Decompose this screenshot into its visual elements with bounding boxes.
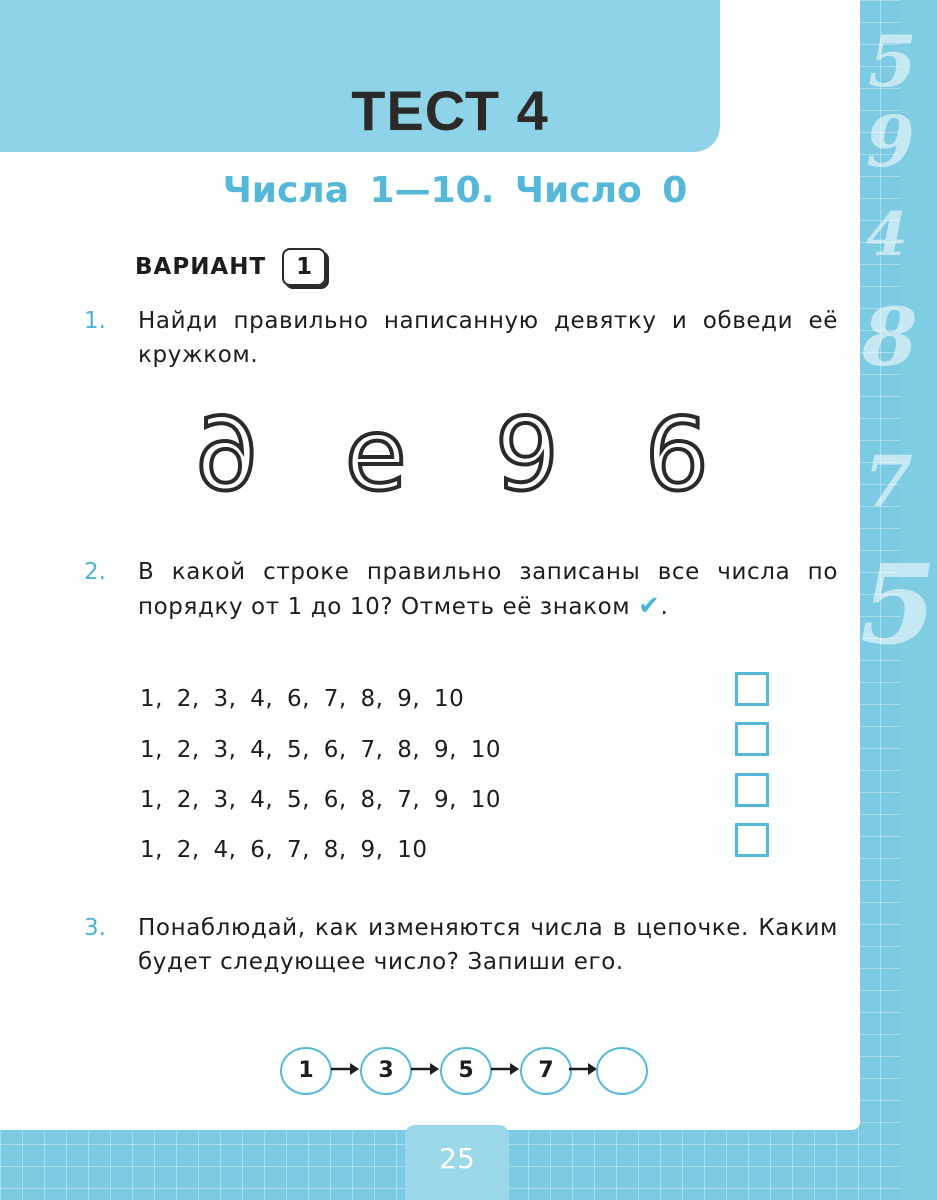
question-2-end: . [660,594,669,620]
row-3-checkbox[interactable] [735,773,769,807]
arrow-right-icon [490,1061,520,1077]
chain-node: 5 [440,1047,492,1095]
decor-digit: 7 [864,440,913,523]
page-number: 25 [405,1125,509,1200]
arrow-right-icon [330,1061,360,1077]
page-title: ТЕСТ 4 [351,79,549,142]
topic-subtitle: Числа 1—10. Число 0 [222,170,688,211]
decor-digit: 5 [860,540,937,669]
question-3-number: 3. [84,915,106,941]
question-3-text: Понаблюдай, как изменяются числа в цепочке. Каким будет следующее число? Запиши его. [138,915,838,975]
digit-option-six[interactable]: 6 [645,396,709,513]
sequence-row-2: 1, 2, 3, 4, 5, 6, 7, 8, 9, 10 [140,737,502,763]
digit-option-nine[interactable]: 9 [495,396,559,513]
chain-answer-input[interactable] [596,1047,648,1095]
decor-digit: 5 [868,20,917,103]
number-chain [280,1047,660,1097]
variant-label: ВАРИАНТ [135,254,267,280]
variant-badge [135,248,326,286]
decor-digit: 4 [866,200,908,270]
chain-node: 7 [520,1047,572,1095]
decor-digit: 9 [866,100,915,183]
digit-options [195,396,735,513]
digit-option-e[interactable]: e [345,396,407,513]
variant-number: 1 [282,248,326,286]
chain-node: 3 [360,1047,412,1095]
sequence-row-4: 1, 2, 4, 6, 7, 8, 9, 10 [140,837,428,863]
decor-digit: 8 [862,290,918,384]
row-1-checkbox[interactable] [735,672,769,706]
question-2-text [138,555,838,624]
arrow-right-icon [568,1061,598,1077]
chain-node: 1 [280,1047,332,1095]
arrow-right-icon [410,1061,440,1077]
check-mark-icon: ✔ [638,591,661,621]
question-2-number: 2. [84,559,106,585]
question-1-number: 1. [84,308,106,334]
row-2-checkbox[interactable] [735,722,769,756]
question-1-text: Найди правильно написанную девятку и обведи её кружком. [138,308,838,368]
question-2-body: В какой строке правильно записаны все числа по порядку от 1 до 10? Отметь её знаком [138,559,838,620]
digit-option-mirrored-six[interactable]: 6 [195,396,259,513]
sequence-row-3: 1, 2, 3, 4, 5, 6, 8, 7, 9, 10 [140,787,502,813]
sequence-row-1: 1, 2, 3, 4, 6, 7, 8, 9, 10 [140,686,465,712]
row-4-checkbox[interactable] [735,823,769,857]
